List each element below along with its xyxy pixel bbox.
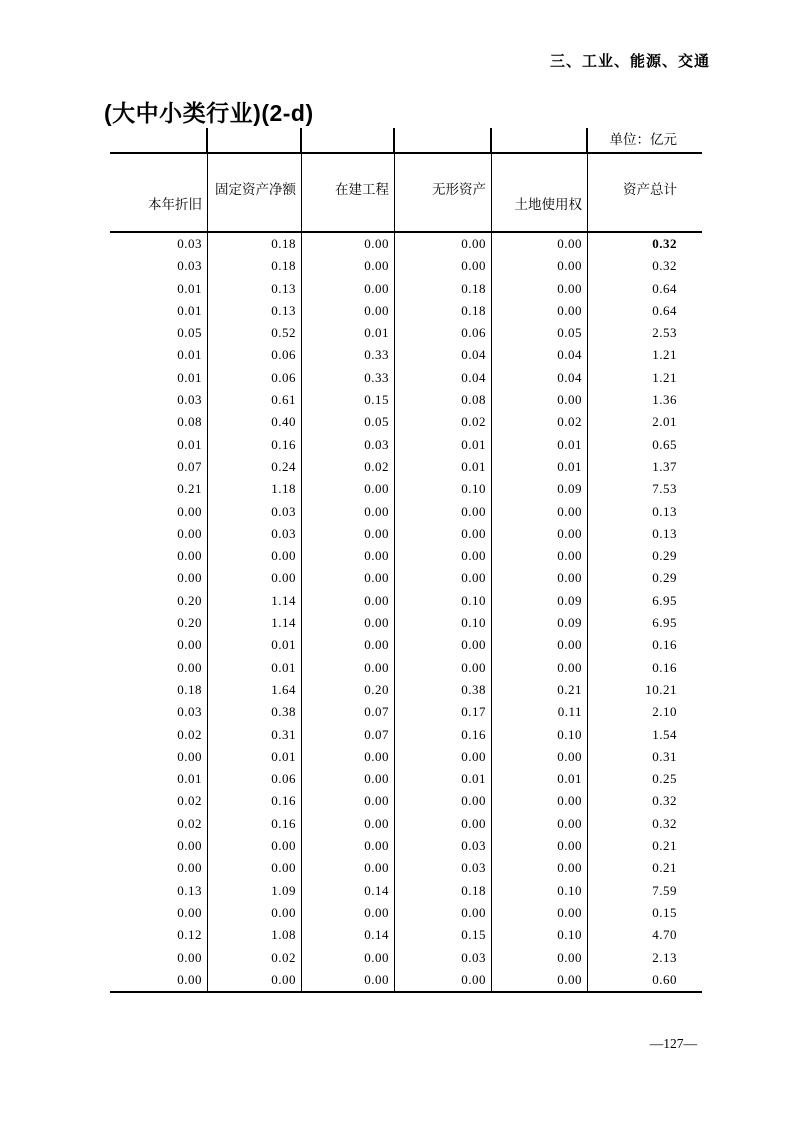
table-cell: 0.13	[177, 882, 202, 898]
table-cell: 0.00	[491, 902, 587, 924]
table-cell: 0.00	[177, 570, 202, 586]
table-cell: 0.07	[301, 701, 394, 723]
table-cell: 0.00	[301, 857, 394, 879]
table-cell: 0.01	[177, 280, 202, 296]
table-cell: 0.10	[394, 612, 491, 634]
table-cell: 0.64	[587, 278, 702, 300]
table-cell: 0.00	[491, 523, 587, 545]
column-header-total-assets	[587, 154, 702, 231]
table-cell: 0.03	[394, 947, 491, 969]
table-cell: 0.04	[491, 344, 587, 366]
table-cell: 0.33	[301, 344, 394, 366]
table-row	[110, 478, 702, 500]
table-cell: 1.54	[587, 724, 702, 746]
table-cell: 0.00	[491, 746, 587, 768]
table-cell: 0.00	[301, 590, 394, 612]
table-cell: 0.00	[394, 969, 491, 991]
column-rule-extension	[490, 128, 492, 152]
table-cell: 0.12	[177, 927, 202, 943]
table-cell: 0.00	[394, 790, 491, 812]
table-cell: 1.14	[207, 612, 301, 634]
table-cell: 0.00	[301, 300, 394, 322]
table-cell: 0.00	[394, 657, 491, 679]
table-row	[110, 523, 702, 545]
table-cell: 0.09	[491, 590, 587, 612]
table-cell: 0.18	[207, 233, 301, 255]
table-cell: 0.00	[491, 389, 587, 411]
table-cell: 0.32	[587, 813, 702, 835]
table-cell: 0.00	[301, 501, 394, 523]
table-cell: 1.21	[587, 344, 702, 366]
table-cell: 0.01	[177, 771, 202, 787]
table-cell: 0.06	[207, 344, 301, 366]
table-cell: 0.16	[587, 657, 702, 679]
table-cell: 0.13	[587, 501, 702, 523]
table-row	[110, 367, 702, 389]
table-cell: 0.00	[207, 567, 301, 589]
table-cell: 0.01	[177, 347, 202, 363]
table-cell: 0.65	[587, 434, 702, 456]
table-cell: 0.01	[177, 369, 202, 385]
table-cell: 0.03	[301, 434, 394, 456]
table-cell: 0.20	[177, 592, 202, 608]
table-cell: 0.21	[587, 857, 702, 879]
table-cell: 0.21	[491, 679, 587, 701]
table-row	[110, 835, 702, 857]
table-cell: 1.36	[587, 389, 702, 411]
table-cell: 0.00	[491, 835, 587, 857]
table-cell: 1.21	[587, 367, 702, 389]
table-cell: 0.00	[207, 902, 301, 924]
table-row	[110, 612, 702, 634]
table-cell: 10.21	[587, 679, 702, 701]
table-cell: 0.02	[177, 815, 202, 831]
table-cell: 0.08	[177, 414, 202, 430]
table-cell: 0.05	[491, 322, 587, 344]
table-row	[110, 434, 702, 456]
table-cell: 0.07	[301, 724, 394, 746]
table-row	[110, 679, 702, 701]
table-cell: 0.01	[177, 436, 202, 452]
table-cell: 0.00	[207, 857, 301, 879]
table-cell: 0.00	[177, 838, 202, 854]
table-cell: 0.00	[301, 612, 394, 634]
table-cell: 0.16	[207, 813, 301, 835]
table-cell: 0.16	[207, 790, 301, 812]
table-cell: 0.00	[301, 790, 394, 812]
table-cell: 0.32	[587, 790, 702, 812]
column-header-construction-in-progress	[301, 154, 394, 231]
table-cell: 0.03	[177, 392, 202, 408]
table-row	[110, 813, 702, 835]
table-cell: 0.64	[587, 300, 702, 322]
table-cell: 0.00	[491, 634, 587, 656]
table-row	[110, 790, 702, 812]
table-cell: 0.00	[177, 548, 202, 564]
table-cell: 0.04	[394, 344, 491, 366]
table-cell: 2.10	[587, 701, 702, 723]
table-cell: 0.00	[177, 860, 202, 876]
table-cell: 0.20	[177, 615, 202, 631]
table-cell: 0.04	[491, 367, 587, 389]
table-cell: 0.32	[587, 233, 702, 255]
table-cell: 0.00	[491, 233, 587, 255]
table-cell: 0.06	[394, 322, 491, 344]
table-row	[110, 969, 702, 991]
table-cell: 0.52	[207, 322, 301, 344]
table-row	[110, 746, 702, 768]
table-cell: 0.02	[177, 793, 202, 809]
table-cell: 0.09	[491, 612, 587, 634]
table-cell: 0.00	[394, 523, 491, 545]
table-cell: 0.00	[394, 746, 491, 768]
table-cell: 0.24	[207, 456, 301, 478]
table-row	[110, 701, 702, 723]
table-cell: 0.00	[177, 904, 202, 920]
table-cell: 0.29	[587, 567, 702, 589]
table-cell: 0.05	[177, 325, 202, 341]
column-header-net-fixed-assets	[207, 154, 301, 231]
table-cell: 0.06	[207, 367, 301, 389]
table-cell: 0.01	[207, 657, 301, 679]
table-cell: 0.00	[301, 233, 394, 255]
table-cell: 0.00	[177, 971, 202, 987]
table-cell: 0.00	[301, 902, 394, 924]
table-cell: 0.00	[394, 567, 491, 589]
table-cell: 0.00	[491, 947, 587, 969]
section-header: 三、工业、能源、交通	[549, 53, 710, 70]
column-header-land-use-rights	[491, 154, 587, 231]
table-cell: 0.61	[207, 389, 301, 411]
table-cell: 0.00	[491, 813, 587, 835]
table-cell: 0.00	[207, 545, 301, 567]
table-row	[110, 634, 702, 656]
table-cell: 0.02	[491, 411, 587, 433]
table-cell: 0.18	[207, 255, 301, 277]
table-cell: 0.38	[394, 679, 491, 701]
table-cell: 0.00	[301, 746, 394, 768]
table-cell: 0.00	[394, 902, 491, 924]
table-row	[110, 768, 702, 790]
table-cell: 0.01	[301, 322, 394, 344]
table-cell: 0.00	[491, 300, 587, 322]
table-cell: 0.18	[177, 681, 202, 697]
table-row	[110, 389, 702, 411]
table-cell: 0.17	[394, 701, 491, 723]
table-cell: 0.32	[587, 255, 702, 277]
table-cell: 0.15	[587, 902, 702, 924]
table-cell: 0.00	[177, 503, 202, 519]
table-row	[110, 724, 702, 746]
table-row	[110, 255, 702, 277]
table-row	[110, 590, 702, 612]
table-cell: 0.01	[177, 302, 202, 318]
table-cell: 0.10	[394, 478, 491, 500]
table-cell: 0.13	[207, 278, 301, 300]
table-cell: 0.10	[491, 924, 587, 946]
table-cell: 0.02	[177, 726, 202, 742]
table-cell: 0.00	[301, 255, 394, 277]
table-cell: 0.02	[394, 411, 491, 433]
column-header-label: 在建工程	[335, 182, 389, 197]
table-cell: 0.15	[301, 389, 394, 411]
table-cell: 7.59	[587, 880, 702, 902]
table-cell: 0.38	[207, 701, 301, 723]
column-rule-extension	[206, 128, 208, 152]
table-cell: 0.00	[301, 545, 394, 567]
table-cell: 0.01	[394, 434, 491, 456]
table-cell: 6.95	[587, 612, 702, 634]
table-cell: 0.00	[301, 634, 394, 656]
table-cell: 0.60	[587, 969, 702, 991]
table-cell: 0.01	[394, 768, 491, 790]
table-cell: 0.00	[491, 657, 587, 679]
column-header-label: 资产总计	[623, 182, 677, 197]
table-cell: 0.03	[394, 835, 491, 857]
table-cell: 0.21	[587, 835, 702, 857]
table-cell: 0.00	[301, 567, 394, 589]
table-cell: 0.00	[491, 278, 587, 300]
table-row	[110, 902, 702, 924]
table-row	[110, 947, 702, 969]
table-body	[110, 233, 702, 993]
table-cell: 0.20	[301, 679, 394, 701]
table-header-row	[110, 154, 702, 233]
table-cell: 0.00	[177, 525, 202, 541]
table-row	[110, 344, 702, 366]
table-row	[110, 233, 702, 255]
table-cell: 0.00	[491, 501, 587, 523]
table-cell: 0.00	[491, 545, 587, 567]
table-cell: 2.13	[587, 947, 702, 969]
table-row	[110, 880, 702, 902]
table-cell: 0.14	[301, 880, 394, 902]
table-cell: 0.16	[394, 724, 491, 746]
table-cell: 0.00	[301, 278, 394, 300]
table-cell: 0.03	[207, 501, 301, 523]
table-cell: 0.00	[491, 567, 587, 589]
column-rule-extension	[300, 128, 302, 152]
unit-strip	[110, 128, 702, 154]
table-cell: 0.00	[394, 634, 491, 656]
column-rule-extension	[393, 128, 395, 152]
table-cell: 0.18	[394, 880, 491, 902]
table-cell: 0.00	[394, 813, 491, 835]
table-cell: 0.10	[491, 880, 587, 902]
table-cell: 0.15	[394, 924, 491, 946]
table-cell: 1.37	[587, 456, 702, 478]
table-cell: 0.04	[394, 367, 491, 389]
table-cell: 0.31	[587, 746, 702, 768]
column-header-label: 无形资产	[432, 182, 486, 197]
unit-label: 单位：亿元	[609, 132, 677, 147]
table-cell: 0.14	[301, 924, 394, 946]
table-cell: 0.16	[587, 634, 702, 656]
table-cell: 7.53	[587, 478, 702, 500]
table-cell: 0.01	[491, 456, 587, 478]
column-header-label: 固定资产净额	[215, 182, 296, 197]
table-cell: 0.00	[301, 947, 394, 969]
table-cell: 1.08	[207, 924, 301, 946]
column-header-label: 土地使用权	[514, 197, 582, 212]
table-cell: 0.07	[177, 458, 202, 474]
table-cell: 0.11	[491, 701, 587, 723]
table-cell: 0.00	[301, 969, 394, 991]
table-cell: 0.00	[491, 255, 587, 277]
table-cell: 0.18	[394, 278, 491, 300]
table-row	[110, 501, 702, 523]
table-row	[110, 278, 702, 300]
table-row	[110, 411, 702, 433]
table-cell: 0.18	[394, 300, 491, 322]
table-row	[110, 657, 702, 679]
table-cell: 0.00	[301, 813, 394, 835]
table-cell: 0.13	[587, 523, 702, 545]
table-cell: 0.03	[177, 704, 202, 720]
table-cell: 0.10	[394, 590, 491, 612]
table-cell: 0.29	[587, 545, 702, 567]
table-cell: 0.03	[207, 523, 301, 545]
table-cell: 1.18	[207, 478, 301, 500]
table-cell: 0.00	[491, 857, 587, 879]
table-row	[110, 300, 702, 322]
table-cell: 6.95	[587, 590, 702, 612]
table-cell: 2.01	[587, 411, 702, 433]
table-row	[110, 567, 702, 589]
table-cell: 0.01	[491, 434, 587, 456]
column-header-label: 本年折旧	[148, 197, 202, 212]
table-cell: 0.25	[587, 768, 702, 790]
table-cell: 0.00	[491, 790, 587, 812]
table-cell: 0.00	[491, 969, 587, 991]
table-cell: 0.00	[177, 637, 202, 653]
table-row	[110, 456, 702, 478]
table-cell: 0.01	[207, 634, 301, 656]
table-cell: 0.00	[301, 478, 394, 500]
table-cell: 0.01	[394, 456, 491, 478]
table-cell: 0.31	[207, 724, 301, 746]
table-cell: 0.01	[207, 746, 301, 768]
table-cell: 0.00	[394, 501, 491, 523]
table-cell: 0.05	[301, 411, 394, 433]
table-cell: 0.00	[394, 255, 491, 277]
column-header-depreciation	[110, 154, 207, 231]
table-cell: 0.00	[177, 748, 202, 764]
table-row	[110, 322, 702, 344]
table-cell: 0.13	[207, 300, 301, 322]
column-header-intangible-assets	[394, 154, 491, 231]
table-cell: 0.00	[177, 949, 202, 965]
table-cell: 0.40	[207, 411, 301, 433]
table-cell: 0.02	[207, 947, 301, 969]
table-cell: 0.09	[491, 478, 587, 500]
table-cell: 1.09	[207, 880, 301, 902]
table-row	[110, 924, 702, 946]
table-cell: 0.00	[177, 659, 202, 675]
table-cell: 0.00	[301, 835, 394, 857]
table-cell: 2.53	[587, 322, 702, 344]
column-rule-extension	[586, 128, 588, 152]
table-cell: 4.70	[587, 924, 702, 946]
table-cell: 0.16	[207, 434, 301, 456]
table-cell: 1.64	[207, 679, 301, 701]
table-cell: 0.00	[301, 768, 394, 790]
table-cell: 0.08	[394, 389, 491, 411]
table-cell: 0.00	[394, 545, 491, 567]
table-cell: 0.00	[207, 969, 301, 991]
table-cell: 0.00	[301, 657, 394, 679]
table-cell: 0.10	[491, 724, 587, 746]
table-cell: 0.00	[394, 233, 491, 255]
page-title: (大中小类行业)(2-d)	[104, 100, 314, 126]
table-cell: 0.00	[207, 835, 301, 857]
table-cell: 0.33	[301, 367, 394, 389]
table-cell: 0.03	[394, 857, 491, 879]
table-cell: 0.06	[207, 768, 301, 790]
table-cell: 0.21	[177, 481, 202, 497]
table-cell: 0.03	[177, 258, 202, 274]
table-cell: 1.14	[207, 590, 301, 612]
table-row	[110, 857, 702, 879]
page-number: —127—	[649, 1036, 697, 1051]
table-cell: 0.03	[177, 236, 202, 251]
table-cell: 0.00	[301, 523, 394, 545]
table-cell: 0.02	[301, 456, 394, 478]
table-cell: 0.01	[491, 768, 587, 790]
statistics-table	[110, 128, 702, 993]
table-row	[110, 545, 702, 567]
